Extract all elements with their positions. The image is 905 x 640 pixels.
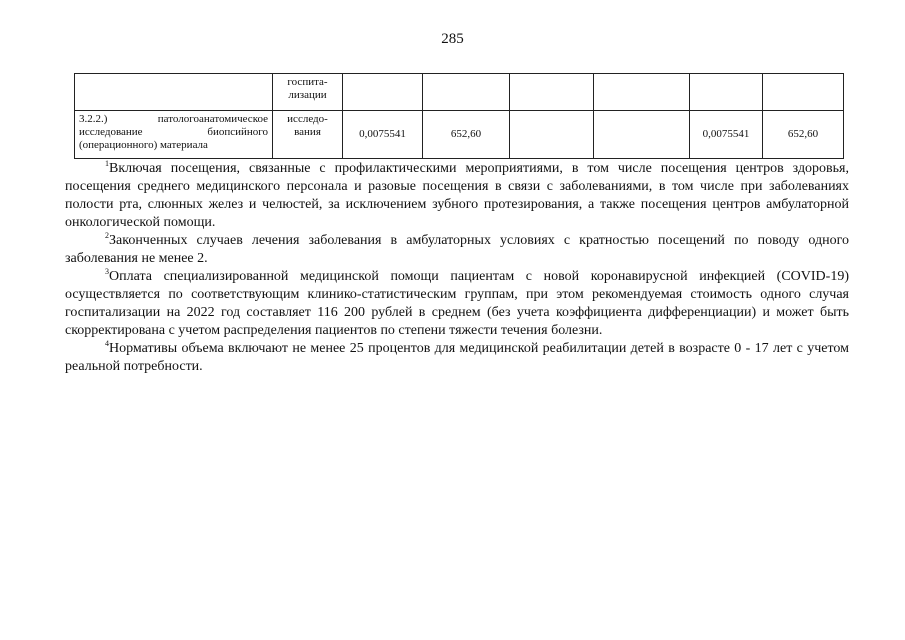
cell-value [510, 111, 594, 159]
footnote-mark: 4 [105, 339, 109, 348]
cell-value: 652,60 [763, 111, 844, 159]
cell-value: 0,0075541 [690, 111, 763, 159]
footnote-mark: 3 [105, 267, 109, 276]
cell-name-main: 3.2.2.) патологоанатомическое исследование биопсийного [79, 113, 268, 138]
footnote [65, 160, 849, 232]
cell-value [343, 74, 423, 111]
table-row [75, 111, 844, 159]
cell-name [75, 74, 273, 111]
cell-value [763, 74, 844, 111]
cell-unit: исследо- вания [273, 111, 343, 159]
cell-value [594, 111, 690, 159]
footnote [65, 268, 849, 340]
footnote-mark: 1 [105, 159, 109, 168]
footnote-text: Включая посещения, связанные с профилактическими мероприятиями, в том числе посещения центров здоровья, посещения среднего медицинского персонала и разовые посещения в связи с заболеваниями, в том числе при заболеваниях полости рта, слюнных желез и челюстей, за исключением зубного протезирования, а также посещения центров амбулаторной онкологической помощи. [65, 161, 849, 230]
footnotes [65, 160, 849, 376]
cell-value [423, 74, 510, 111]
cell-value: 652,60 [423, 111, 510, 159]
cell-unit: госпита- лизации [273, 74, 343, 111]
footnote-mark: 2 [105, 231, 109, 240]
page-number: 285 [441, 31, 464, 47]
footnote-text: Нормативы объема включают не менее 25 процентов для медицинской реабилитации детей в возрасте 0 - 17 лет с учетом реальной потребности. [65, 341, 849, 374]
cell-name [75, 111, 273, 159]
footnote [65, 232, 849, 268]
footnote-text: Законченных случаев лечения заболевания в амбулаторных условиях с кратностью посещений по поводу одного заболевания не менее 2. [65, 233, 849, 266]
cell-value [594, 74, 690, 111]
standards-table [74, 73, 844, 159]
cell-value [510, 74, 594, 111]
footnote-text: Оплата специализированной медицинской помощи пациентам с новой коронавирусной инфекцией (COVID-19) осуществляется по соответствующим клинико-статистическим группам, при этом рекомендуемая стоимость одного случая госпитализации на 2022 год составляет 116 200 рублей в среднем (без учета коэффициента дифференциации) и может быть скорректирована с учетом распределения пациентов по степени тяжести течения болезни. [65, 269, 849, 338]
footnote [65, 340, 849, 376]
table-row [75, 74, 844, 111]
cell-name-last: (операционного) материала [79, 139, 208, 151]
cell-value: 0,0075541 [343, 111, 423, 159]
cell-value [690, 74, 763, 111]
